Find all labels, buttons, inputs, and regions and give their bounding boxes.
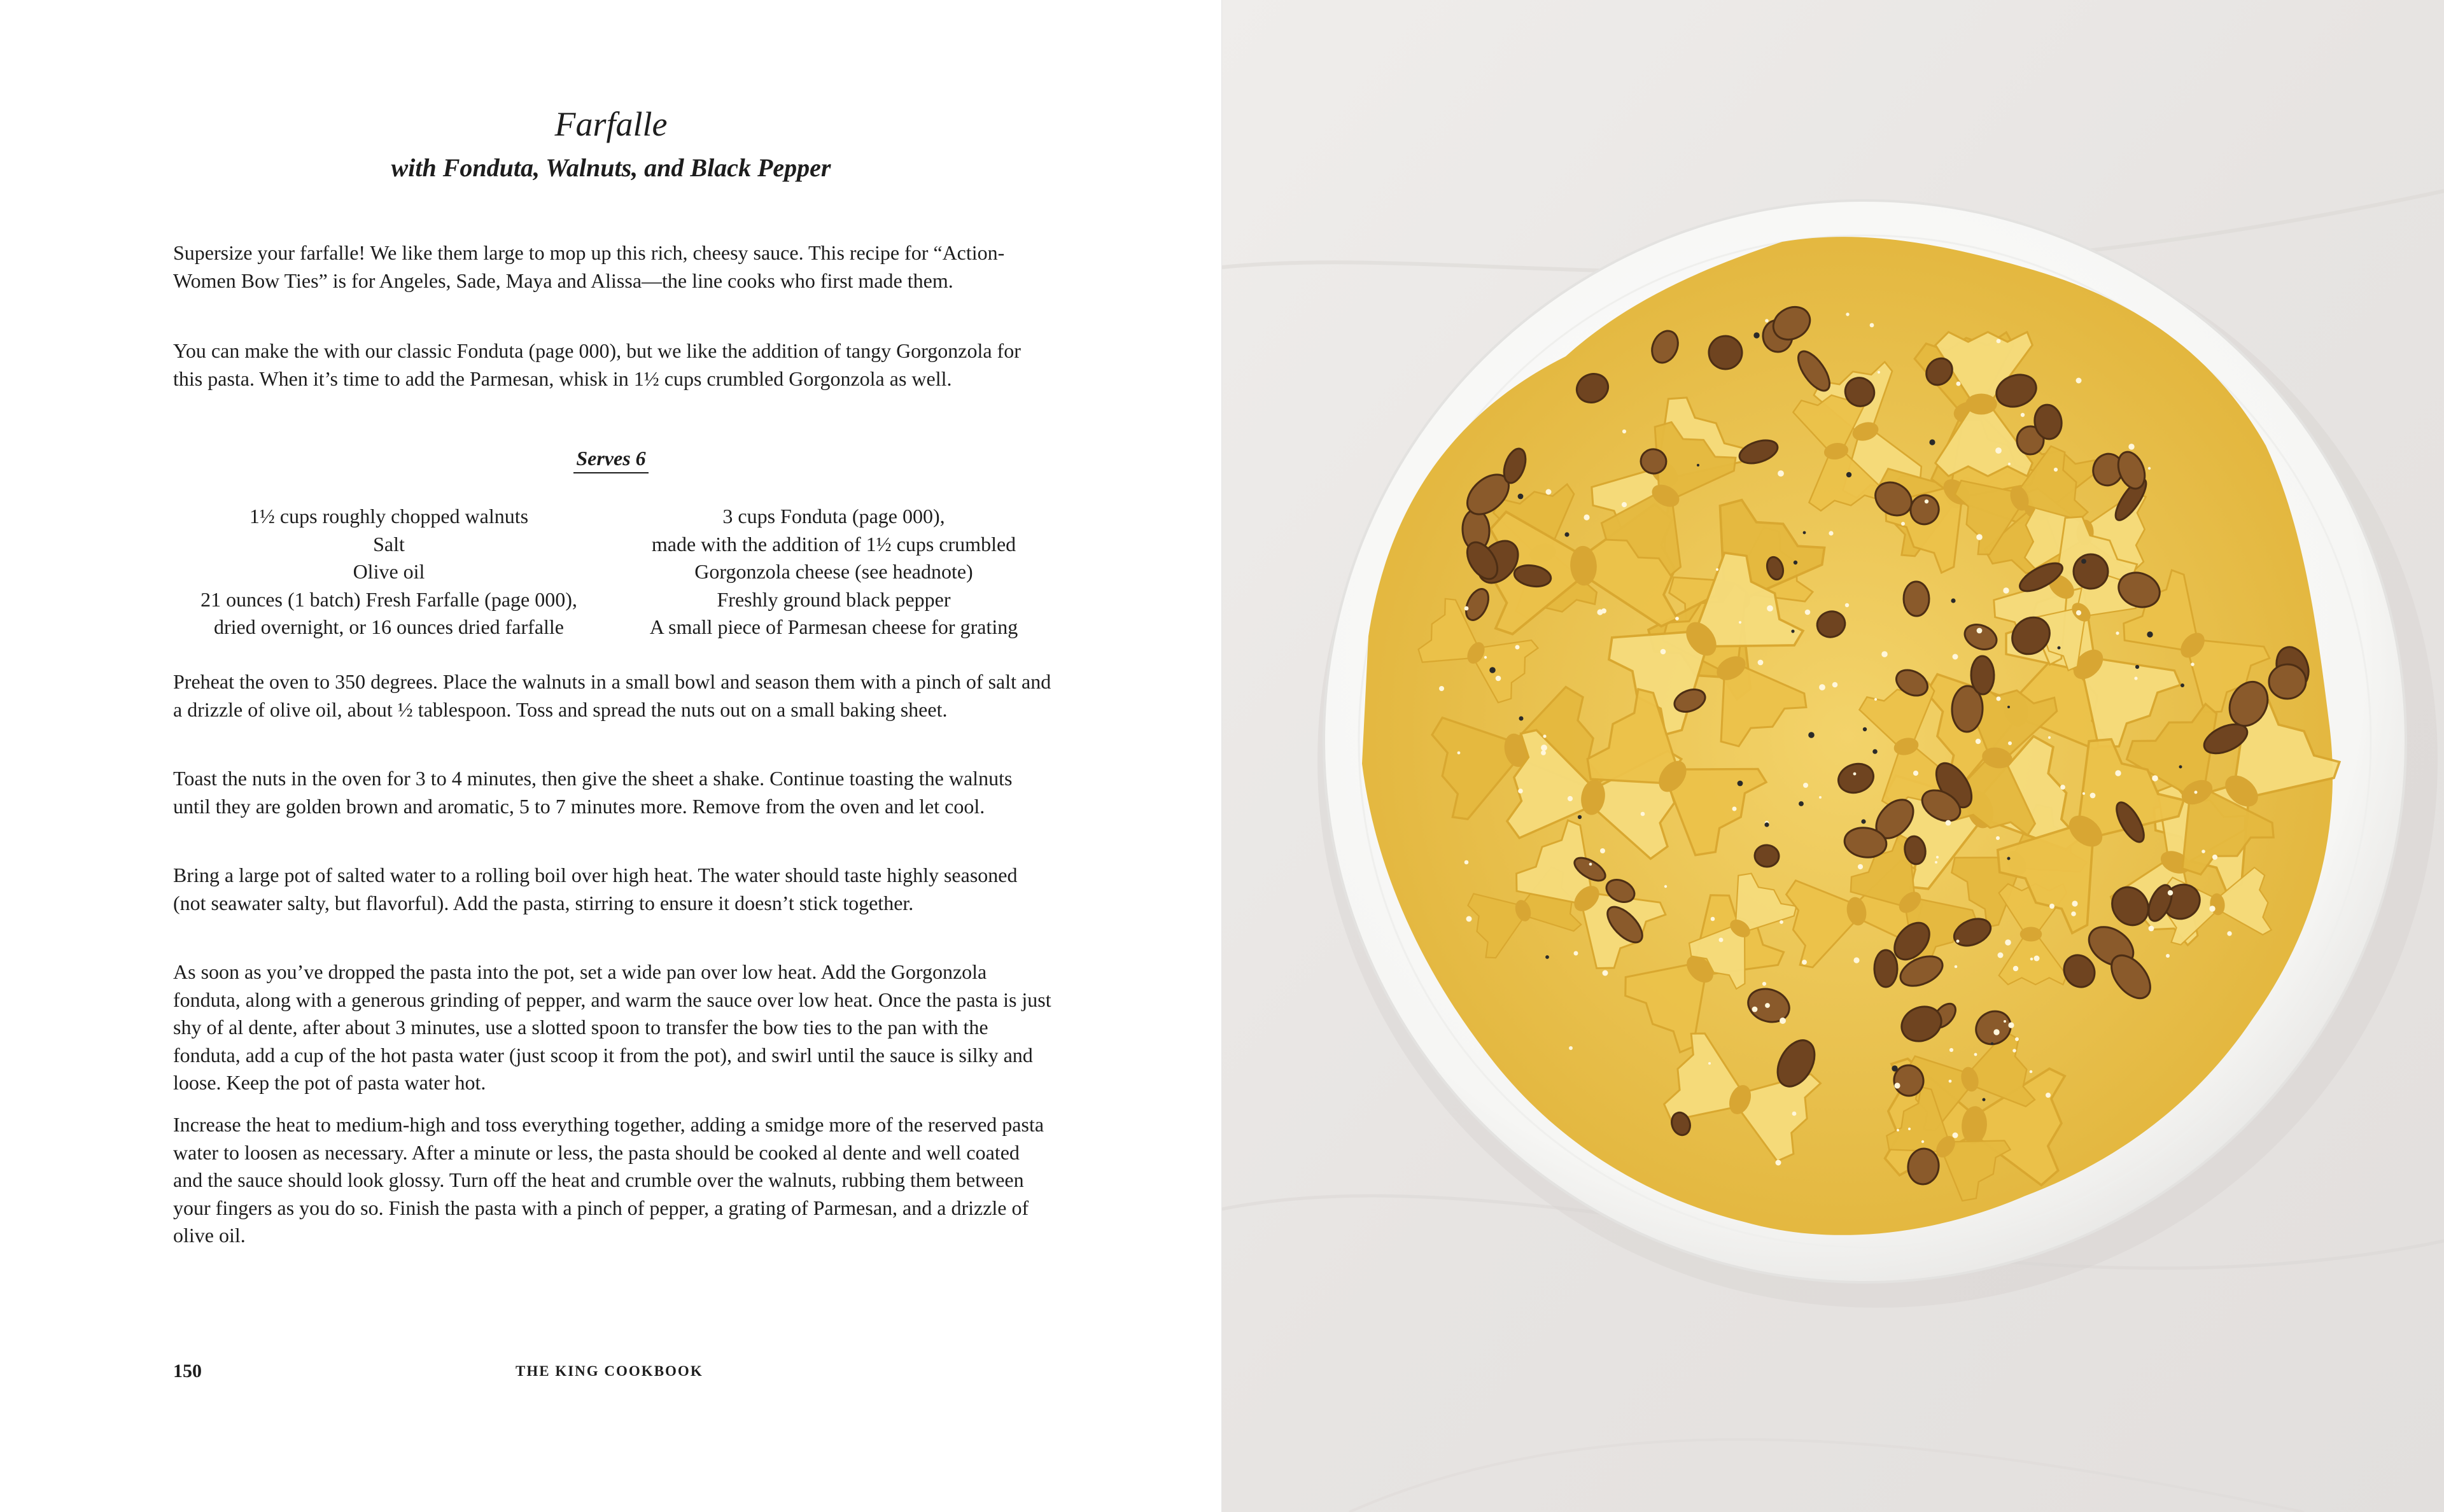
parmesan-flake xyxy=(2166,954,2170,958)
parmesan-flake xyxy=(1802,960,1807,965)
dish-photo xyxy=(1222,0,2444,1512)
black-pepper-speck xyxy=(1753,332,1759,338)
black-pepper-speck xyxy=(2147,631,2153,637)
parmesan-flake xyxy=(1641,812,1645,816)
parmesan-flake xyxy=(1925,500,1928,503)
parmesan-flake xyxy=(1853,773,1857,776)
parmesan-flake xyxy=(2004,1020,2006,1023)
parmesan-flake xyxy=(1543,734,1546,738)
parmesan-flake xyxy=(1993,1029,1999,1035)
parmesan-flake xyxy=(1977,628,1983,634)
black-pepper-speck xyxy=(1545,955,1549,959)
parmesan-flake xyxy=(2191,662,2195,666)
parmesan-flake xyxy=(2046,1093,2051,1098)
black-pepper-speck xyxy=(1697,464,1699,466)
parmesan-flake xyxy=(2034,956,2040,962)
headnote-paragraph-1: Supersize your farfalle! We like them large to mop up this rich, cheesy sauce. This recipe for “Action-Women Bow Ties” is for Angeles, Sade, Maya and Alissa—the line cooks who first made them. xyxy=(173,241,1005,292)
parmesan-flake xyxy=(1936,856,1939,858)
parmesan-flake xyxy=(1464,860,1469,865)
parmesan-flake xyxy=(1457,752,1461,755)
parmesan-flake xyxy=(1829,531,1833,535)
black-pepper-speck xyxy=(1791,629,1794,633)
parmesan-flake xyxy=(2054,468,2058,472)
black-pepper-speck xyxy=(1803,531,1806,535)
parmesan-flake xyxy=(2030,958,2033,961)
method-step-3: Bring a large pot of salted water to a rolling boil over high heat. The water should taste highly seasoned (not seawater salty, but flavorful). Add the pasta, stirring to ensure it doesn’t stick together. xyxy=(173,864,1018,914)
method-step-4: As soon as you’ve dropped the pasta into the pot, set a wide pan over low heat. Add the Gorgonzola fonduta, along with a generous grinding of pepper, and warm the sauce over low heat. Once the pasta is just shy of al dente, after about 3 minutes, use a slotted spoon to transfer the bow ties to the pan with the fonduta, add a cup of the hot pasta water (just scoop it from the pot), and swirl until the sauce is silky and loose. Keep the pot of pasta water hot. xyxy=(173,960,1051,1094)
parmesan-flake xyxy=(1955,965,1958,969)
parmesan-flake xyxy=(1484,656,1487,659)
black-pepper-speck xyxy=(1991,1042,1993,1045)
parmesan-flake xyxy=(1762,982,1766,986)
black-pepper-speck xyxy=(2179,766,2182,769)
parmesan-flake xyxy=(1832,682,1838,688)
parmesan-flake xyxy=(1901,522,1905,526)
parmesan-flake xyxy=(2115,770,2121,776)
parmesan-flake xyxy=(2090,793,2096,799)
recipe-title: Farfalle xyxy=(554,105,668,143)
parmesan-flake xyxy=(1897,1129,1899,1131)
black-pepper-speck xyxy=(1489,667,1496,673)
parmesan-flake xyxy=(2008,1022,2014,1028)
black-pepper-speck xyxy=(1929,439,1935,445)
parmesan-flake xyxy=(1780,1018,1786,1024)
parmesan-flake xyxy=(1997,339,2001,344)
black-pepper-speck xyxy=(1846,472,1851,477)
parmesan-flake xyxy=(1767,605,1773,612)
parmesan-flake xyxy=(1995,447,2002,454)
parmesan-flake xyxy=(1946,820,1951,826)
ingredient-line: 21 ounces (1 batch) Fresh Farfalle (page 000), xyxy=(200,587,577,611)
black-pepper-speck xyxy=(2007,706,2010,708)
parmesan-flake xyxy=(1776,1160,1781,1166)
parmesan-flake xyxy=(1758,660,1764,666)
parmesan-flake xyxy=(2209,906,2215,911)
ingredient-line: Salt xyxy=(373,532,405,556)
parmesan-flake xyxy=(1845,603,1849,607)
parmesan-flake xyxy=(1913,771,1918,776)
parmesan-flake xyxy=(1780,920,1783,924)
parmesan-flake xyxy=(1803,783,1808,788)
parmesan-flake xyxy=(1675,617,1679,620)
black-pepper-speck xyxy=(1518,494,1524,500)
black-pepper-speck xyxy=(2181,683,2184,687)
black-pepper-speck xyxy=(2007,857,2011,860)
parmesan-flake xyxy=(2049,904,2054,909)
parmesan-flake xyxy=(1496,676,1501,682)
parmesan-flake xyxy=(1719,938,1724,942)
ingredient-line: Olive oil xyxy=(353,560,425,583)
parmesan-flake xyxy=(1439,686,1444,691)
parmesan-flake xyxy=(1874,698,1877,701)
black-pepper-speck xyxy=(1738,781,1743,787)
ingredient-line: 1½ cups roughly chopped walnuts xyxy=(249,505,529,528)
parmesan-flake xyxy=(2076,378,2082,384)
black-pepper-speck xyxy=(2135,665,2139,669)
serves-heading xyxy=(0,444,1222,472)
ingredient-line: Freshly ground black pepper xyxy=(717,587,951,611)
parmesan-flake xyxy=(1996,836,2000,840)
parmesan-flake xyxy=(1949,1048,1953,1052)
walnut-piece xyxy=(1874,950,1897,987)
parmesan-flake xyxy=(1711,917,1715,921)
parmesan-flake xyxy=(1819,796,1822,799)
parmesan-flake xyxy=(1546,489,1552,495)
parmesan-flake xyxy=(2048,736,2051,739)
parmesan-flake xyxy=(2195,791,2198,794)
parmesan-flake xyxy=(1976,739,1981,744)
parmesan-flake xyxy=(2005,939,2011,946)
parmesan-flake xyxy=(2134,676,2137,680)
parmesan-flake xyxy=(1935,861,1937,864)
parmesan-flake xyxy=(2128,444,2134,449)
parmesan-flake xyxy=(2212,855,2217,860)
parmesan-flake xyxy=(1778,470,1784,477)
method-step-5: Increase the heat to medium-high and toss everything together, adding a smidge more of the reserved pasta water to loosen as necessary. After a minute or less, the pasta should be cooked al dente and well coated and the sauce should look glossy. Turn off the heat and crumble over the walnuts, rubbing them between your fingers as you do so. Finish the pasta with a pinch of pepper, a grating of Parmesan, and a drizzle of olive oil. xyxy=(173,1113,1044,1247)
parmesan-flake xyxy=(2116,631,2119,634)
parmesan-flake xyxy=(1603,970,1608,976)
recipe-subtitle: with Fonduta, Walnuts, and Black Pepper xyxy=(391,153,831,182)
parmesan-flake xyxy=(2148,467,2151,470)
parmesan-flake xyxy=(1765,319,1769,323)
ingredient-line: 3 cups Fonduta (page 000), xyxy=(722,505,945,528)
ingredient-line: A small piece of Parmesan cheese for grating xyxy=(649,615,1018,638)
parmesan-flake xyxy=(1997,697,2001,701)
running-title: THE KING COOKBOOK xyxy=(516,1363,703,1379)
black-pepper-speck xyxy=(1764,822,1769,827)
parmesan-flake xyxy=(1765,1003,1770,1008)
parmesan-flake xyxy=(1518,788,1523,794)
black-pepper-speck xyxy=(1983,1098,1986,1102)
parmesan-flake xyxy=(1846,312,1849,316)
walnut-piece xyxy=(1754,844,1780,867)
parmesan-flake xyxy=(1464,606,1469,611)
parmesan-flake xyxy=(1569,1046,1573,1050)
parmesan-flake xyxy=(1956,382,1961,386)
walnut-piece xyxy=(1904,582,1930,617)
parmesan-flake xyxy=(1956,940,1960,943)
parmesan-flake xyxy=(1853,957,1859,963)
parmesan-flake xyxy=(1739,621,1741,624)
black-pepper-speck xyxy=(1519,717,1524,721)
parmesan-flake xyxy=(2003,587,2009,593)
black-pepper-speck xyxy=(2058,647,2061,650)
parmesan-flake xyxy=(1858,864,1863,869)
method-step-1: Preheat the oven to 350 degrees. Place the walnuts in a small bowl and season them with a pinch of salt and a drizzle of olive oil, about ½ tablespoon. Toss and spread the nuts out on a small baking sheet. xyxy=(173,670,1051,721)
parmesan-flake xyxy=(1708,1062,1711,1065)
pasta-bowtie-pinch xyxy=(2020,927,2042,941)
parmesan-flake xyxy=(1622,430,1626,433)
black-pepper-speck xyxy=(1808,732,1815,738)
pasta-bowtie-pinch xyxy=(1965,394,1997,415)
parmesan-flake xyxy=(1792,1112,1797,1116)
parmesan-flake xyxy=(1870,323,1874,328)
parmesan-flake xyxy=(1664,885,1667,888)
parmesan-flake xyxy=(2008,463,2011,465)
black-pepper-speck xyxy=(1564,532,1569,536)
parmesan-flake xyxy=(2013,966,2018,971)
black-pepper-speck xyxy=(1794,561,1797,564)
parmesan-flake xyxy=(2015,1037,2019,1041)
parmesan-flake xyxy=(2152,775,2158,781)
parmesan-flake xyxy=(1716,568,1718,571)
parmesan-flake xyxy=(1584,514,1589,520)
parmesan-flake xyxy=(2168,890,2173,895)
parmesan-flake xyxy=(2060,785,2065,790)
black-pepper-speck xyxy=(1951,598,1955,603)
ingredients-left-column xyxy=(173,503,605,641)
parmesan-flake xyxy=(1661,649,1666,655)
headnote-paragraph-2: You can make the with our classic Fonduta (page 000), but we like the addition of tangy Gorgonzola for this pasta. When it’s time to add the Parmesan, whisk in 1½ cups crumbled Gorgonzola as well. xyxy=(173,339,1021,390)
black-pepper-speck xyxy=(1578,815,1582,819)
black-pepper-speck xyxy=(1892,1065,1897,1071)
parmesan-flake xyxy=(1894,1082,1900,1088)
walnut-piece xyxy=(1970,656,1994,695)
parmesan-flake xyxy=(1949,1080,1952,1083)
parmesan-flake xyxy=(2082,792,2085,795)
method-step-2: Toast the nuts in the oven for 3 to 4 minutes, then give the sheet a shake. Continue toasting the walnuts until they are golden brown and aromatic, 5 to 7 minutes more. Remove from the oven and let cool. xyxy=(173,767,1013,818)
black-pepper-speck xyxy=(1872,749,1878,754)
parmesan-flake xyxy=(1881,651,1888,657)
black-pepper-speck xyxy=(1863,727,1867,731)
dish-photo-illustration xyxy=(1222,0,2444,1512)
parmesan-flake xyxy=(2149,926,2154,932)
parmesan-flake xyxy=(1976,534,1983,540)
ingredient-line: made with the addition of 1½ cups crumbled xyxy=(651,532,1016,556)
black-pepper-speck xyxy=(1861,819,1865,823)
parmesan-flake xyxy=(1908,1128,1911,1130)
parmesan-flake xyxy=(1953,654,1958,660)
parmesan-flake xyxy=(1600,848,1605,853)
parmesan-flake xyxy=(1752,1007,1758,1012)
parmesan-flake xyxy=(2227,931,2231,935)
parmesan-flake xyxy=(2030,1070,2033,1074)
ingredient-line: dried overnight, or 16 ounces dried farfalle xyxy=(213,615,564,638)
parmesan-flake xyxy=(1953,1133,1958,1138)
parmesan-flake xyxy=(1597,609,1603,615)
parmesan-flake xyxy=(2076,610,2081,615)
parmesan-flake xyxy=(2071,911,2076,916)
black-pepper-speck xyxy=(2081,559,2086,564)
page-number: 150 xyxy=(173,1361,202,1382)
parmesan-flake xyxy=(1466,916,1472,922)
parmesan-flake xyxy=(2021,413,2025,417)
ingredients-right-column xyxy=(611,503,1057,641)
serves-label: Serves 6 xyxy=(573,447,648,473)
parmesan-flake xyxy=(1732,807,1737,811)
parmesan-flake xyxy=(1574,951,1578,956)
parmesan-flake xyxy=(1819,684,1825,690)
parmesan-flake xyxy=(2202,850,2205,853)
parmesan-flake xyxy=(1541,745,1547,751)
parmesan-flake xyxy=(1805,610,1811,615)
parmesan-flake xyxy=(1589,863,1592,866)
parmesan-flake xyxy=(1622,502,1627,507)
parmesan-flake xyxy=(1878,371,1880,374)
parmesan-flake xyxy=(2012,1049,2016,1053)
black-pepper-speck xyxy=(1799,801,1804,806)
parmesan-flake xyxy=(1974,1053,1977,1056)
parmesan-flake xyxy=(2008,741,2012,745)
ingredient-line: Gorgonzola cheese (see headnote) xyxy=(694,560,973,583)
parmesan-flake xyxy=(1921,1140,1924,1143)
parmesan-flake xyxy=(1541,750,1546,755)
parmesan-flake xyxy=(1998,953,2004,958)
parmesan-flake xyxy=(2072,900,2077,906)
parmesan-flake xyxy=(1568,796,1573,801)
parmesan-flake xyxy=(1515,645,1520,650)
